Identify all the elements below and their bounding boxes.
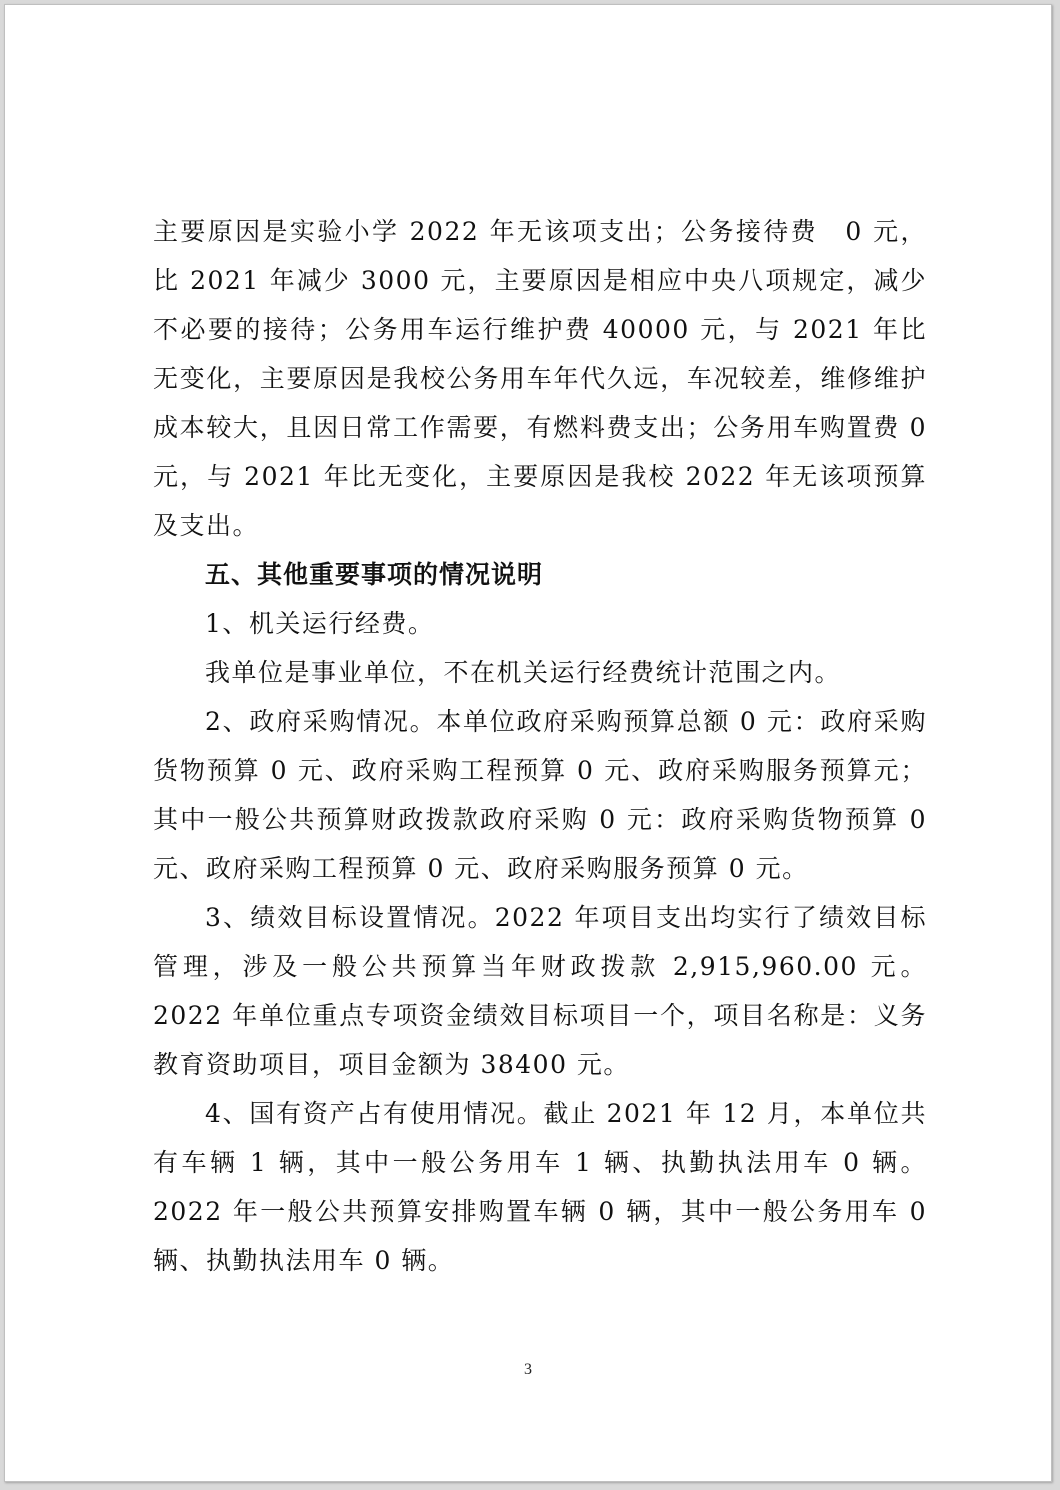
item-1-body: 我单位是事业单位，不在机关运行经费统计范围之内。: [205, 658, 842, 687]
item-2-procurement: 2、政府采购情况。本单位政府采购预算总额 0 元：政府采购货物预算 0 元、政府采购工程预算 0 元、政府采购服务预算元；其中一般公共预算财政拨款政府采购 0 元：政府采购货物预算 0 元、政府采购工程预算 0 元、政府采购服务预算 0 元。: [153, 707, 927, 883]
section-heading-other-matters: 五、其他重要事项的情况说明: [205, 560, 544, 589]
item-4-assets: 4、国有资产占有使用情况。截止 2021 年 12 月，本单位共有车辆 1 辆，其中一般公务用车 1 辆、执勤执法用车 0 辆。2022 年一般公共预算安排购置车辆 0 辆，其中一般公务用车 0 辆、执勤执法用车 0 辆。: [153, 1099, 927, 1275]
item-1-title: 1、机关运行经费。: [205, 609, 435, 638]
page-number: 3: [524, 1361, 532, 1378]
page-body: [153, 207, 927, 1285]
item-3-performance: 3、绩效目标设置情况。2022 年项目支出均实行了绩效目标管理，涉及一般公共预算当年财政拨款 2,915,960.00 元。2022 年单位重点专项资金绩效目标项目一个，项目名称是：义务教育资助项目，项目金额为 38400 元。: [153, 903, 927, 1079]
document-page: [4, 4, 1052, 1482]
paragraph-expense-continued: 主要原因是实验小学 2022 年无该项支出；公务接待费 0 元，比 2021 年减少 3000 元，主要原因是相应中央八项规定，减少不必要的接待；公务用车运行维护费 40000 元，与 2021 年比无变化，主要原因是我校公务用车年代久远，车况较差，维修维护成本较大，且因日常工作需要，有燃料费支出；公务用车购置费 0 元，与 2021 年比无变化，主要原因是我校 2022 年无该项预算及支出。: [153, 217, 927, 540]
